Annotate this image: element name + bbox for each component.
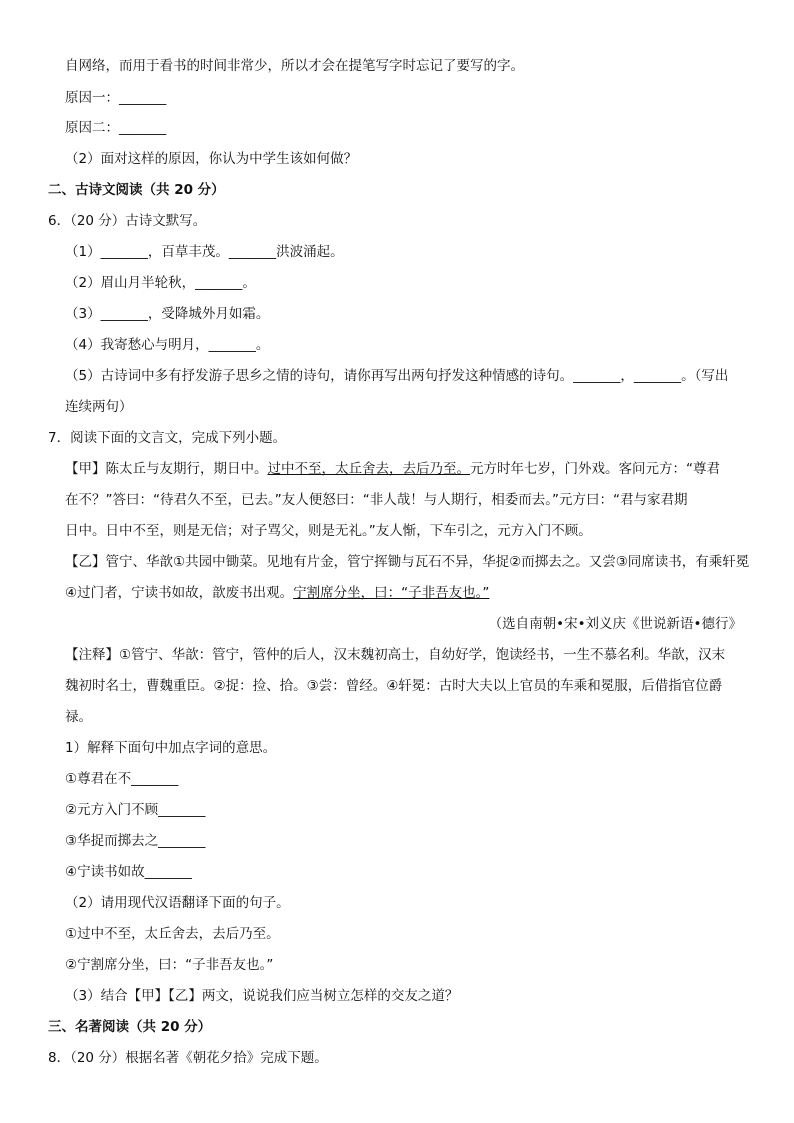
question-7-2: （2）请用现代汉语翻译下面的句子。	[65, 895, 290, 911]
question-7-1-item-4: ④宁读书如故_______	[65, 864, 192, 880]
question-7-1: 1）解释下面句中加点字词的意思。	[65, 740, 277, 756]
question-7-3: （3）结合【甲】【乙】两文，说说我们应当树立怎样的交友之道？	[65, 988, 459, 1004]
question-6-5: （5）古诗词中多有抒发游子思乡之情的诗句，请你再写出两句抒发这种情感的诗句。_______，_______。（写出	[65, 368, 729, 384]
question-6-2: （2）眉山月半轮秋，_______。	[65, 275, 256, 291]
annotation-line-2: 魏初时名士，曹魏重臣。②捉：捡、拾。③尝：曾经。④轩冕：古时大夫以上官员的车乘和冕服，后借指官位爵	[65, 678, 723, 694]
annotation-line-1: 【注释】①管宁、华歆：管宁，管仲的后人，汉末魏初高士，自幼好学，饱读经书，一生不慕名利。华歆，汉末	[65, 647, 726, 663]
underlined-sentence-jia: 过中不至，太丘舍去，去后乃至。	[267, 461, 470, 477]
reason-one-blank: 原因一：_______	[65, 90, 167, 106]
section-heading-classics: 三、名著阅读（共 20 分）	[48, 1019, 212, 1035]
question-6-4: （4）我寄愁心与明月，_______。	[65, 337, 270, 353]
passage-jia-line-1	[65, 459, 720, 479]
passage-jia-text: 【甲】陈太丘与友期行，期日中。	[65, 461, 268, 477]
question-5-2: （2）面对这样的原因，你认为中学生该如何做？	[65, 151, 358, 167]
annotation-line-3: 禄。	[65, 709, 92, 725]
question-6-stem: 6．（20 分）古诗文默写。	[48, 213, 207, 229]
question-7-1-item-2: ②元方入门不顾_______	[65, 802, 206, 818]
question-6-1: （1）_______，百草丰茂。_______洪波涌起。	[65, 244, 344, 260]
question-7-stem: 7．阅读下面的文言文，完成下列小题。	[48, 430, 287, 446]
section-heading-classical: 二、古诗文阅读（共 20 分）	[48, 182, 225, 198]
passage-jia-text: 元方时年七岁，门外戏。客问元方：“尊君	[470, 461, 720, 477]
passage-continuation: 自网络，而用于看书的时间非常少，所以才会在提笔写字时忘记了要写的字。	[65, 58, 524, 74]
passage-yi-line-1: 【乙】管宁、华歆①共园中锄菜。见地有片金，管宁挥锄与瓦石不异，华捉②而掷去之。又尝③同席读书，有乘轩冕	[65, 554, 750, 570]
passage-source: （选自南朝•宋•刘义庆《世说新语•德行》	[488, 616, 742, 632]
underlined-sentence-yi: 宁割席分坐，曰：“子非吾友也。”	[293, 585, 490, 601]
question-7-1-item-1: ①尊君在不_______	[65, 771, 179, 787]
passage-yi-text: ④过门者，宁读书如故，歆废书出观。	[65, 585, 294, 601]
question-7-2-item-1: ①过中不至，太丘舍去，去后乃至。	[65, 926, 280, 942]
passage-jia-line-3: 日中。日中不至，则是无信；对子骂父，则是无礼。”友人惭，下车引之，元方入门不顾。	[65, 523, 592, 539]
passage-jia-line-2: 在不？”答曰：“待君久不至，已去。”友人便怒曰：“非人哉！与人期行，相委而去。”元方曰：“君与家君期	[65, 492, 688, 508]
reason-two-blank: 原因二：_______	[65, 120, 167, 136]
question-6-3: （3）_______，受降城外月如霜。	[65, 306, 270, 322]
question-7-1-item-3: ③华捉而掷去之_______	[65, 833, 206, 849]
question-7-2-item-2: ②宁割席分坐，曰：“子非吾友也。”	[65, 957, 274, 973]
question-6-5-continued: 连续两句）	[65, 399, 133, 415]
passage-yi-line-2	[65, 583, 489, 603]
question-8-stem: 8．（20 分）根据名著《朝花夕拾》完成下题。	[48, 1050, 328, 1066]
